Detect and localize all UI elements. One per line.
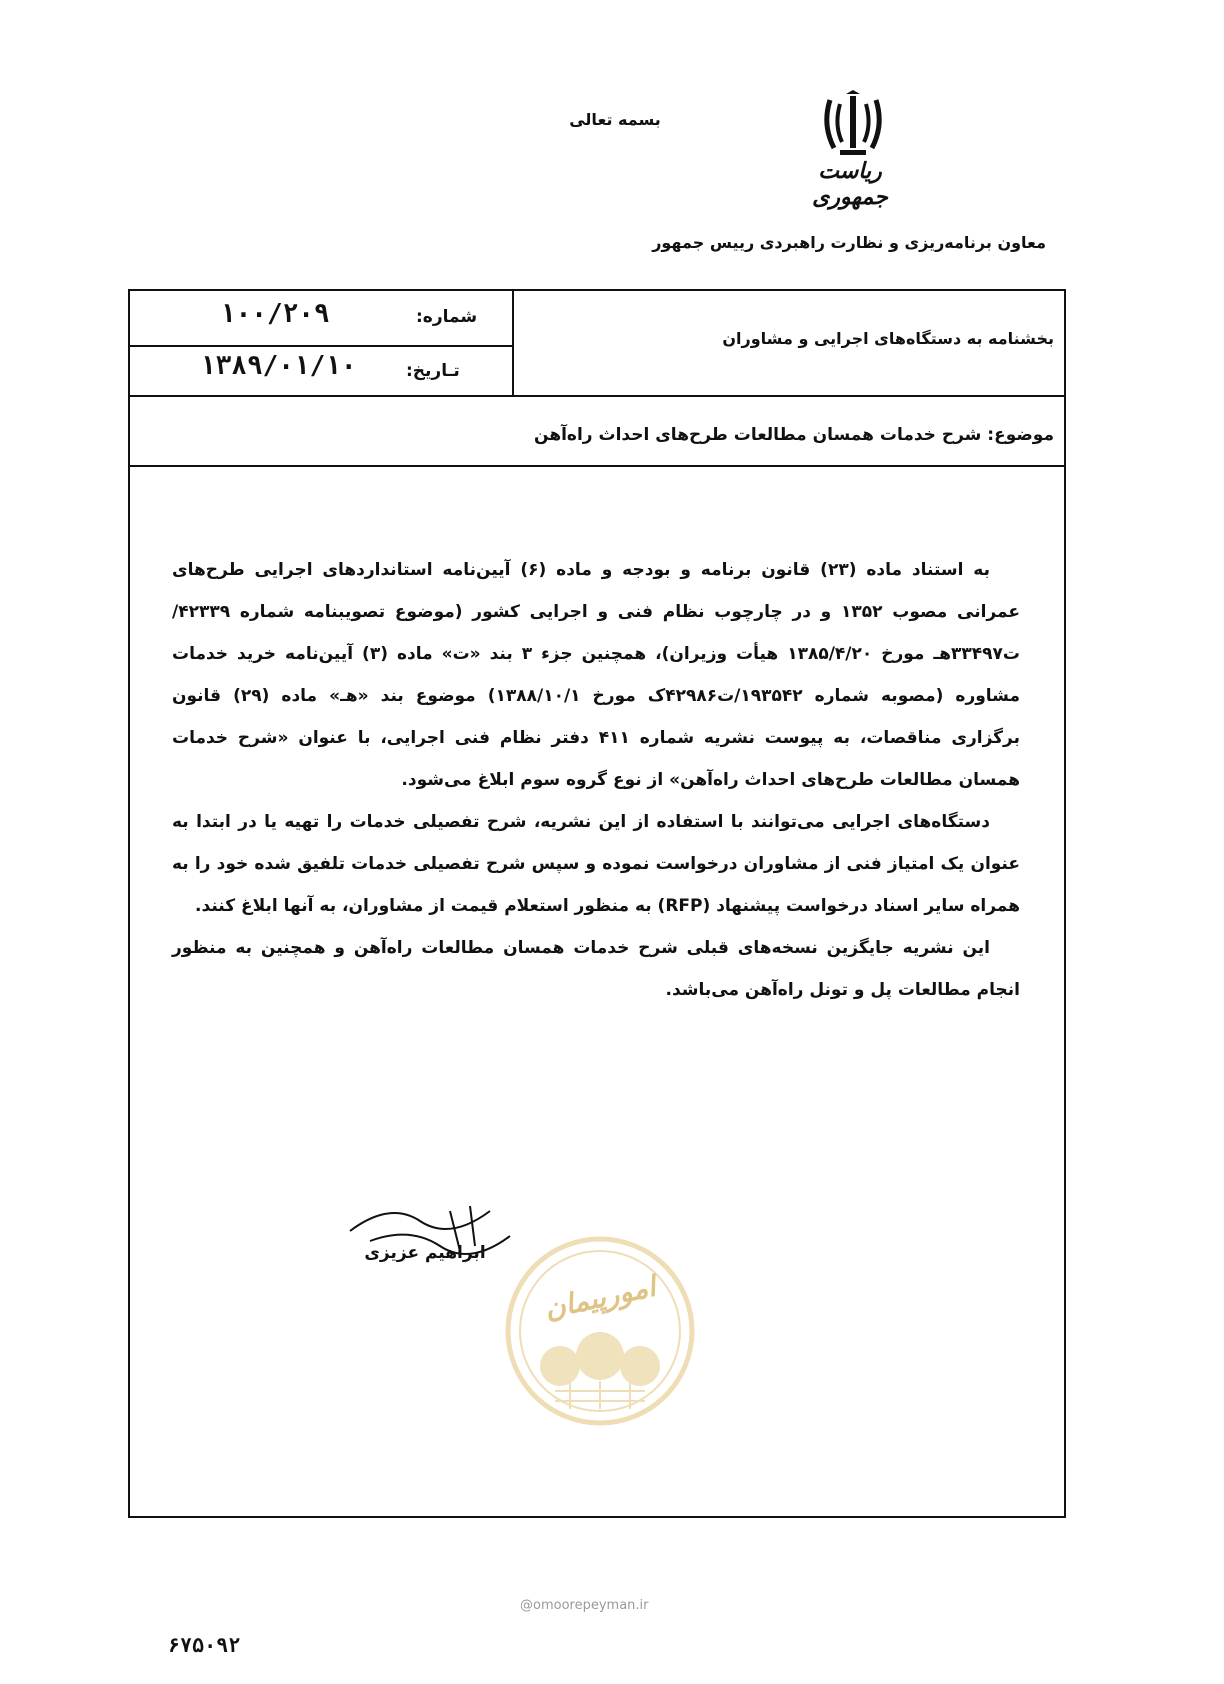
date-value: ۱۳۸۹/۰۱/۱۰ bbox=[200, 351, 357, 381]
emblem-label: ریاست جمهوری bbox=[812, 158, 888, 210]
subject-divider bbox=[130, 465, 1064, 467]
iran-emblem-icon bbox=[820, 90, 886, 160]
meta-divider bbox=[512, 291, 514, 397]
header-divider bbox=[130, 395, 1064, 397]
office-title: معاون برنامه‌ریزی و نظارت راهبردی رییس جمهور bbox=[652, 233, 1046, 252]
website-watermark: @omoorepeyman.ir bbox=[520, 1598, 649, 1613]
seal-text: امورپیمان bbox=[541, 1269, 659, 1326]
signer-name: ابراهیم عزیزی bbox=[364, 1243, 486, 1263]
body-paragraph-1: به استناد ماده (۲۳) قانون برنامه و بودجه و ماده (۶) آیین‌نامه استانداردهای اجرایی طرح‌های عمرانی مصوب ۱۳۵۲ و در چارچوب نظام فنی و اجرایی کشور (موضوع تصویبنامه شماره ۴۲۳۳۹/ت۳۳۴۹۷هـ مورخ ۱۳۸۵/۴/۲۰ هیأت وزیران)، همچنین جزء ۳ بند «ت» ماده (۳) آیین‌نامه خرید خدمات مشاوره (مصوبه شماره ۱۹۳۵۴۲/ت۴۲۹۸۶ک مورخ ۱۳۸۸/۱۰/۱) موضوع بند «هـ» ماده (۲۹) قانون برگزاری مناقصات، به پیوست نشریه شماره ۴۱۱ دفتر نظام فنی اجرایی، با عنوان «شرح خدمات همسان مطالعات طرح‌های احداث راه‌آهن» از نوع گروه سوم ابلاغ می‌شود. bbox=[172, 560, 1021, 790]
number-label: شماره: bbox=[416, 307, 478, 327]
subject-line: موضوع: شرح خدمات همسان مطالعات طرح‌های احداث راه‌آهن bbox=[534, 425, 1054, 445]
document-frame bbox=[128, 289, 1066, 1518]
date-label: تـاریخ: bbox=[406, 361, 460, 381]
bismillah-heading: بسمه تعالی bbox=[569, 110, 661, 129]
meta-row-divider bbox=[130, 345, 514, 347]
recipient-line: بخشنامه به دستگاه‌های اجرایی و مشاوران bbox=[722, 329, 1054, 348]
body-paragraph-3: این نشریه جایگزین نسخه‌های قبلی شرح خدمات همسان مطالعات راه‌آهن و همچنین به منظور انجام مطالعات پل و تونل راه‌آهن می‌باشد. bbox=[172, 938, 1020, 1000]
body-paragraph-2: دستگاه‌های اجرایی می‌توانند با استفاده از این نشریه، شرح تفصیلی خدمات را تهیه یا در ابتدا به عنوان یک امتیاز فنی از مشاوران درخواست نموده و سپس شرح تفصیلی خدمات تلفیق شده خود را به همراه سایر اسناد درخواست پیشنهاد (RFP) به منظور استعلام قیمت از مشاوران، به آنها ابلاغ کنند. bbox=[172, 812, 1020, 916]
letter-body bbox=[172, 549, 1020, 1011]
seal-watermark bbox=[500, 1231, 700, 1431]
footer-number: ۶۷۵۰۹۲ bbox=[168, 1633, 241, 1657]
number-value: ۱۰۰/۲۰۹ bbox=[220, 299, 330, 329]
